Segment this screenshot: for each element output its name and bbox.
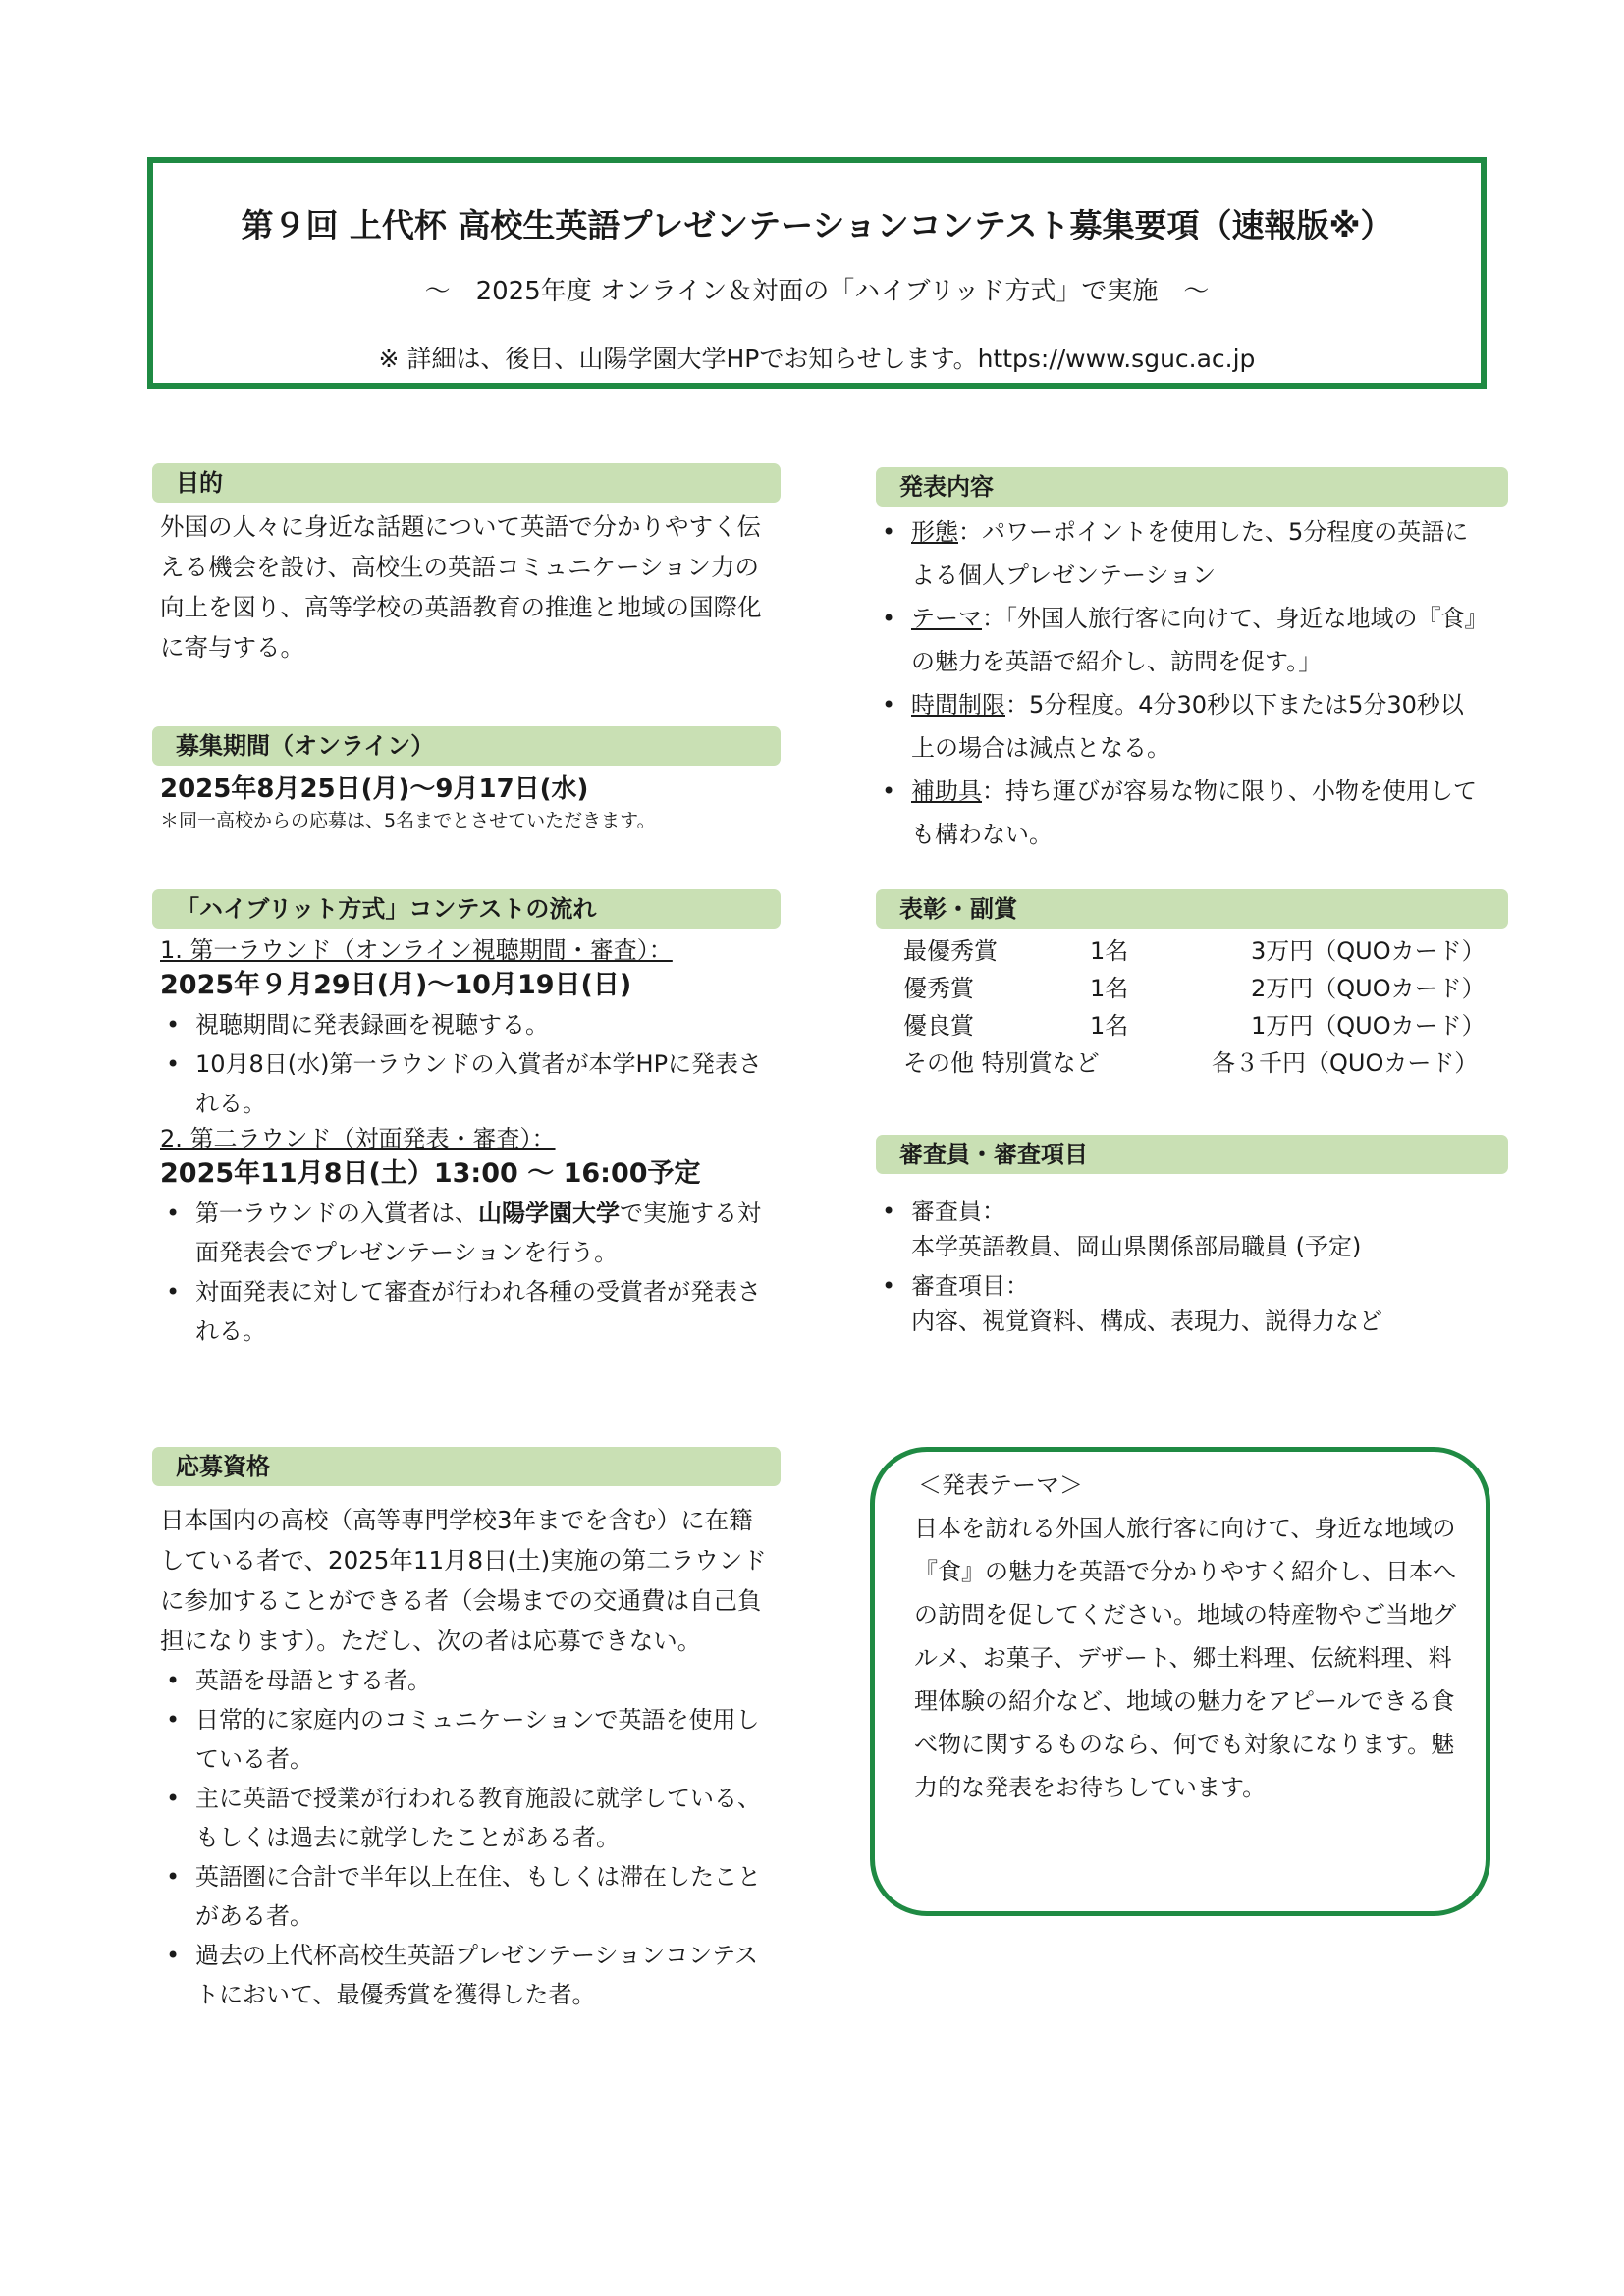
- content-heading: 発表内容: [876, 467, 1508, 507]
- list-item: • 日常的に家庭内のコミュニケーションで英語を使用している者。: [160, 1700, 781, 1779]
- round2-date: 2025年11月8日(土）13:00 ～ 16:00予定: [160, 1158, 701, 1189]
- theme-box-title: ＜発表テーマ＞: [918, 1471, 1083, 1499]
- list-item: [876, 510, 1485, 597]
- page-subtitle: ～ 2025年度 オンライン＆対面の「ハイブリッド方式」で実施 ～: [424, 277, 1210, 306]
- award-prize: 1万円（QUOカード）: [1251, 1012, 1486, 1040]
- judges-list: [876, 1194, 1508, 1339]
- content-list: [876, 510, 1485, 856]
- award-row: [888, 970, 1508, 1007]
- list-item: [876, 1194, 1508, 1264]
- list-item: • 主に英語で授業が行われる教育施設に就学している、もしくは過去に就学したことがある者。: [160, 1779, 781, 1857]
- item-text: ：「外国人旅行客に向けて、身近な地域の『食』の魅力を英語で紹介し、訪問を促す。」: [911, 605, 1477, 675]
- round2-list: [160, 1194, 781, 1351]
- item-term: 形態: [911, 518, 958, 546]
- award-row: [888, 1044, 1508, 1082]
- recruit-note: ＊同一高校からの応募は、5名までとさせていただきます。: [160, 810, 656, 831]
- flow-section: [152, 889, 781, 1351]
- award-count: 1名: [1090, 975, 1129, 1002]
- award-row: [888, 933, 1508, 970]
- award-name: 優良賞: [903, 1012, 974, 1040]
- eligibility-body: 日本国内の高校（高等専門学校3年までを含む）に在籍している者で、2025年11月8日(土)実施の第二ラウンドに参加することができる者（会場までの交通費は自己負担になります）。ただし、次の者は応募できない。: [160, 1506, 767, 1655]
- judges-value: 本学英語教員、岡山県関係部局職員 (予定): [911, 1233, 1362, 1260]
- theme-box-body: 日本を訪れる外国人旅行客に向けて、身近な地域の『食』の魅力を英語で分かりやすく紹介し、日本への訪問を促してください。地域の特産物やご当地グルメ、お菓子、デザート、郷土料理、伝統料理、料理体験の紹介など、地域の魅力をアピールできる食べ物に関するものなら、何でも対象になります。魅力的な発表をお待ちしています。: [914, 1515, 1456, 1801]
- award-row: [888, 1007, 1508, 1044]
- recruit-heading: 募集期間（オンライン）: [152, 726, 781, 766]
- recruit-dates: 2025年8月25日(月)～9月17日(水): [160, 774, 589, 804]
- header-box: [147, 157, 1487, 389]
- list-item: • 過去の上代杯高校生英語プレゼンテーションコンテストにおいて、最優秀賞を獲得した者。: [160, 1936, 781, 2014]
- judges-section: [876, 1135, 1508, 1339]
- award-prize: 2万円（QUOカード）: [1251, 975, 1486, 1002]
- round1-label: 1. 第一ラウンド（オンライン視聴期間・審査）：: [160, 936, 673, 964]
- header-note: ※ 詳細は、後日、山陽学園大学HPでお知らせします。https://www.sguc.ac.jp: [378, 345, 1256, 373]
- flow-heading: 「ハイブリット方式」コンテストの流れ: [152, 889, 781, 929]
- item-term: テーマ: [911, 605, 982, 632]
- list-item: [876, 1268, 1508, 1339]
- award-prize: 3万円（QUOカード）: [1251, 937, 1486, 965]
- item-text: ：持ち運びが容易な物に限り、小物を使用しても構わない。: [911, 777, 1477, 848]
- criteria-value: 内容、視覚資料、構成、表現力、説得力など: [911, 1308, 1382, 1335]
- purpose-section: [152, 463, 781, 667]
- eligibility-section: [152, 1447, 781, 2014]
- list-item: • 英語圏に合計で半年以上在住、もしくは滞在したことがある者。: [160, 1857, 781, 1936]
- award-name: 優秀賞: [903, 975, 974, 1002]
- awards-heading: 表彰・副賞: [876, 889, 1508, 929]
- list-item: [876, 770, 1485, 856]
- list-item: • 対面発表に対して審査が行われ各種の受賞者が発表される。: [160, 1272, 781, 1351]
- award-count: 1名: [1090, 937, 1129, 965]
- eligibility-heading: 応募資格: [152, 1447, 781, 1486]
- award-prize: 各３千円（QUOカード）: [1212, 1049, 1479, 1077]
- university-name: 山陽学園大学: [478, 1200, 620, 1227]
- criteria-label: • 審査項目：: [911, 1272, 1029, 1300]
- purpose-body: 外国の人々に身近な話題について英語で分かりやすく伝える機会を設け、高校生の英語コミュニケーション力の向上を図り、高等学校の英語教育の推進と地域の国際化に寄与する。: [160, 512, 762, 662]
- list-text: 第一ラウンドの入賞者は、: [195, 1200, 478, 1227]
- award-name: その他 特別賞など: [903, 1049, 1100, 1077]
- round2-label: 2. 第二ラウンド（対面発表・審査）：: [160, 1125, 556, 1152]
- content-section: [876, 467, 1508, 856]
- list-item: • 10月8日(水)第一ラウンドの入賞者が本学HPに発表される。: [160, 1044, 781, 1123]
- list-item: [160, 1194, 781, 1272]
- item-text: ：5分程度。4分30秒以下または5分30秒以上の場合は減点となる。: [911, 691, 1464, 762]
- awards-section: [876, 889, 1508, 1082]
- round1-list: [160, 1005, 781, 1123]
- eligibility-list: [152, 1661, 781, 2014]
- list-item: • 視聴期間に発表録画を視聴する。: [160, 1005, 781, 1044]
- list-item: [876, 683, 1485, 770]
- theme-box: [870, 1447, 1490, 1916]
- award-count: 1名: [1090, 1012, 1129, 1040]
- page-title: 第９回 上代杯 高校生英語プレゼンテーションコンテスト募集要項（速報版※）: [241, 206, 1393, 244]
- judges-heading: 審査員・審査項目: [876, 1135, 1508, 1174]
- round1-date: 2025年９月29日(月)～10月19日(日): [160, 970, 632, 1000]
- list-item: • 英語を母語とする者。: [160, 1661, 781, 1700]
- item-term: 補助具: [911, 777, 982, 805]
- item-term: 時間制限: [911, 691, 1005, 719]
- recruit-section: [152, 726, 781, 834]
- item-text: ：パワーポイントを使用した、5分程度の英語による個人プレゼンテーション: [911, 518, 1469, 589]
- list-text: で実施する対面発表会でプレゼンテーションを行う。: [195, 1200, 761, 1266]
- award-name: 最優秀賞: [903, 937, 998, 965]
- judges-label: • 審査員：: [911, 1198, 1005, 1225]
- purpose-heading: 目的: [152, 463, 781, 503]
- list-item: [876, 597, 1485, 683]
